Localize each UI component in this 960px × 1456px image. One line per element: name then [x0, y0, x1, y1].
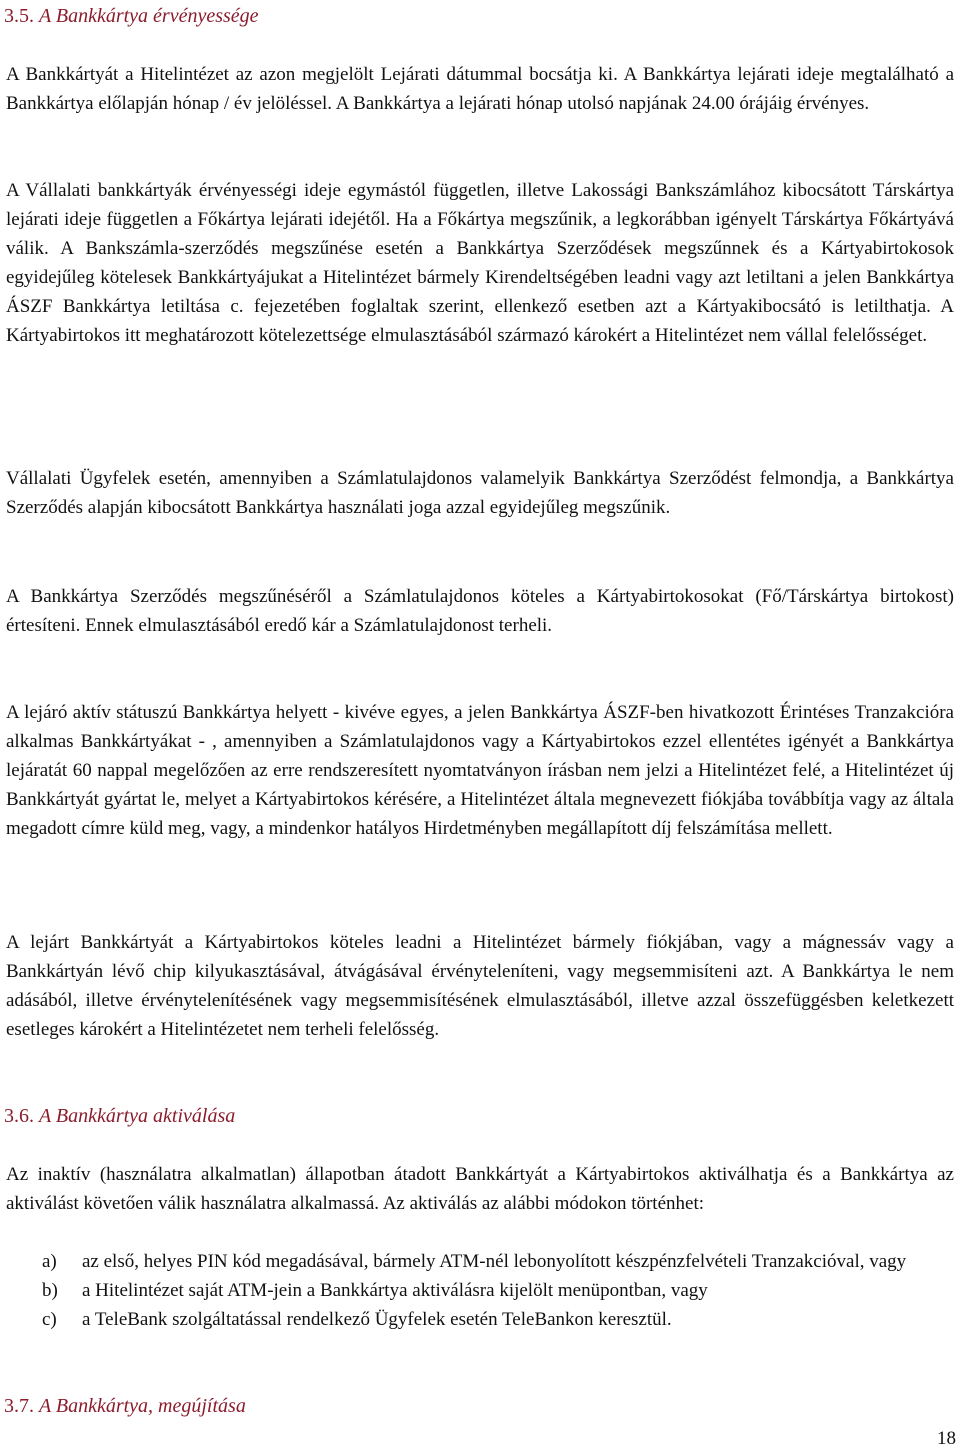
- activation-methods-list: [6, 1247, 954, 1334]
- section-number: 3.7.: [4, 1395, 34, 1417]
- paragraph-text: A Bankkártya Szerződés megszűnéséről a Számlatulajdonos köteles a Kártyabirtokosokat (Fő/Társkártya birtokost) értesíteni. Ennek elmulasztásából eredő kár a Számlatulajdonost terheli.: [6, 586, 954, 636]
- list-item: [6, 1276, 954, 1305]
- section-title: A Bankkártya aktiválása: [39, 1105, 236, 1127]
- list-item-text: a TeleBank szolgáltatással rendelkező Ügyfelek esetén TeleBankon keresztül.: [82, 1309, 672, 1330]
- section-number: 3.5.: [4, 5, 34, 27]
- section-title: A Bankkártya érvényessége: [39, 5, 259, 27]
- paragraph-text: A lejárt Bankkártyát a Kártyabirtokos köteles leadni a Hitelintézet bármely fiókjában, vagy a mágnessáv vagy a Bankkártyán lévő chip kilyukasztásával, átvágásával érvényteleníteni, vagy megsemmisíteni azt. A Bankkártya le nem adásából, illetve érvénytelenítésének vagy megsemmisítésének elmulasztásából, illetve azzal összefüggésben keletkezett esetleges károkért a Hitelintézetet nem terheli felelősség.: [6, 932, 954, 1040]
- section-heading-3-6: [4, 1102, 235, 1130]
- paragraph: [6, 582, 954, 640]
- paragraph-text: Vállalati Ügyfelek esetén, amennyiben a Számlatulajdonos valamelyik Bankkártya Szerződést felmondja, a Bankkártya Szerződés alapján kibocsátott Bankkártya használati joga azzal egyidejűleg megszűnik.: [6, 468, 954, 518]
- paragraph-text: A Bankkártyát a Hitelintézet az azon megjelölt Lejárati dátummal bocsátja ki. A Bankkártya lejárati ideje megtalálható a Bankkártya előlapján hónap / év jelöléssel. A Bankkártya a lejárati hónap utolsó napjának 24.00 órájáig érvényes.: [6, 64, 954, 114]
- list-item: [6, 1305, 954, 1334]
- paragraph: [6, 928, 954, 1044]
- paragraph-text: A lejáró aktív státuszú Bankkártya helyett - kivéve egyes, a jelen Bankkártya ÁSZF-ben hivatkozott Érintéses Tranzakcióra alkalmas Bankkártyákat - , amennyiben a Számlatulajdonos vagy a Kártyabirtokos ezzel ellentétes igényét a Bankkártya lejáratát 60 nappal megelőzően az erre rendszeresített nyomtatványon írásban nem jelzi a Hitelintézet felé, a Hitelintézet új Bankkártyát gyártat le, melyet a Kártyabirtokos kérésére, a Hitelintézet általa megnevezett fiókjába továbbítja vagy az általa megadott címre küld meg, vagy, a mindenkor hatályos Hirdetményben megállapított díj felszámítása mellett.: [6, 702, 954, 839]
- list-marker: b): [42, 1280, 58, 1301]
- section-heading-3-5: [4, 2, 259, 30]
- list-item-text: az első, helyes PIN kód megadásával, bármely ATM-nél lebonyolított készpénzfelvételi Tranzakcióval, vagy: [82, 1251, 907, 1272]
- section-title: A Bankkártya, megújítása: [39, 1395, 246, 1417]
- paragraph-text: A Vállalati bankkártyák érvényességi ideje egymástól független, illetve Lakossági Bankszámlához kibocsátott Társkártya lejárati ideje független a Főkártya lejárati idejétől. Ha a Főkártya megszűnik, a legkorábban igényelt Társkártya Főkártyává válik. A Bankszámla-szerződés megszűnése esetén a Bankkártya Szerződések megszűnnek és a Kártyabirtokosok egyidejűleg kötelesek Bankkártyájukat a Hitelintézet bármely Kirendeltségében leadni vagy azt letiltani a jelen Bankkártya ÁSZF Bankkártya letiltása c. fejezetében foglaltak szerint, ellenkező esetben azt a Kártyakibocsátó is letilthatja. A Kártyabirtokos itt meghatározott kötelezettsége elmulasztásából származó károkért a Hitelintézet nem vállal felelősséget.: [6, 180, 954, 346]
- paragraph-text: Az inaktív (használatra alkalmatlan) állapotban átadott Bankkártyát a Kártyabirtokos aktiválhatja és a Bankkártya az aktiválást követően válik használatra alkalmassá. Az aktiválás az alábbi módokon történhet:: [6, 1164, 954, 1214]
- list-marker: c): [42, 1309, 57, 1330]
- page-number: 18: [937, 1428, 956, 1449]
- paragraph: [6, 60, 954, 118]
- list-item-text: a Hitelintézet saját ATM-jein a Bankkártya aktiválásra kijelölt menüpontban, vagy: [82, 1280, 708, 1301]
- paragraph: [6, 464, 954, 522]
- section-heading-3-7: [4, 1392, 246, 1420]
- paragraph: [6, 176, 954, 350]
- section-number: 3.6.: [4, 1105, 34, 1127]
- list-item: [6, 1247, 954, 1276]
- paragraph: [6, 1160, 954, 1218]
- list-marker: a): [42, 1251, 57, 1272]
- paragraph: [6, 698, 954, 843]
